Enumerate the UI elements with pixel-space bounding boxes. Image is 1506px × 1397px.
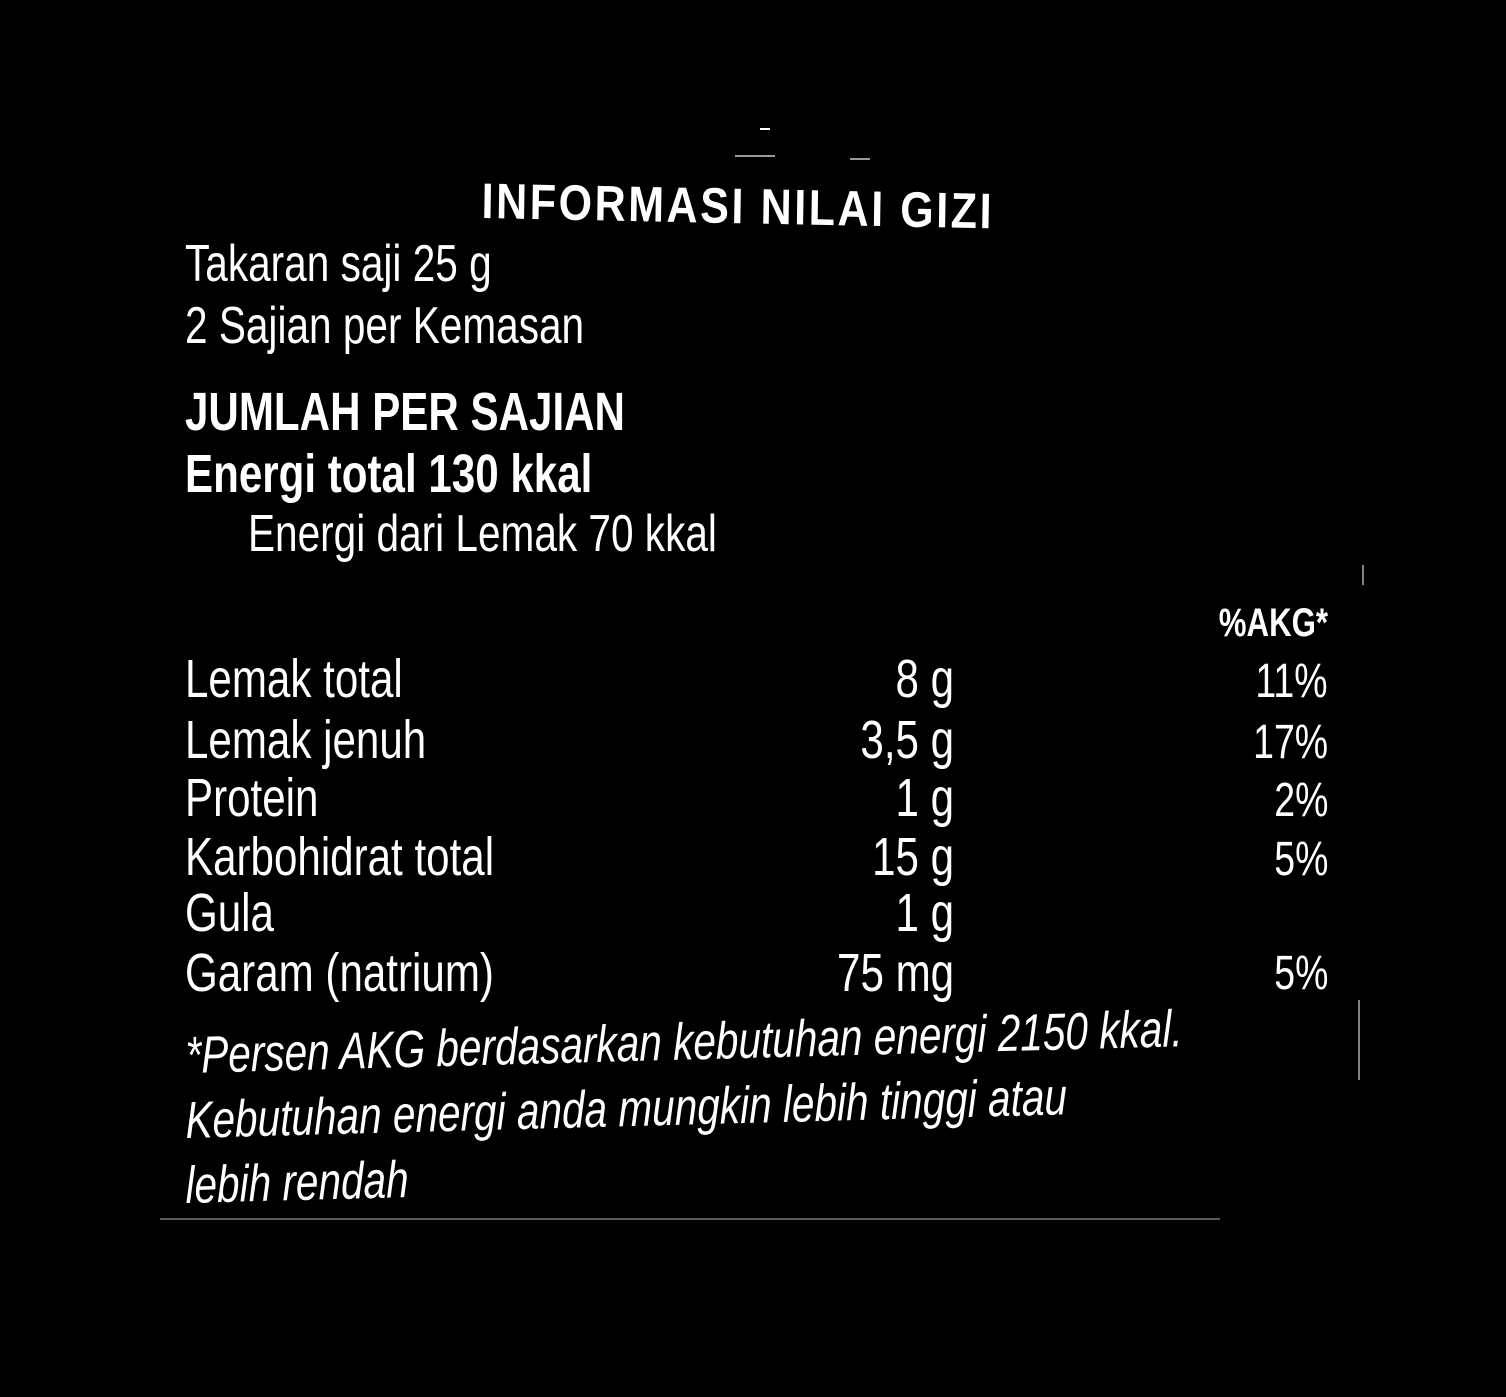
nutrient-name: Gula [185, 883, 274, 943]
footnote-line: lebih rendah [184, 1151, 410, 1215]
print-speck [850, 158, 870, 160]
energy-total: Energi total 130 kkal [185, 444, 593, 504]
print-border-remnant [160, 1218, 1220, 1220]
nutrient-amount: 1 g [895, 883, 954, 943]
nutrient-name: Lemak jenuh [185, 710, 427, 770]
amount-per-serving-header: JUMLAH PER SAJIAN [185, 382, 625, 442]
nutrient-amount: 3,5 g [860, 710, 954, 770]
nutrient-name: Lemak total [185, 649, 403, 709]
energy-from-fat: Energi dari Lemak 70 kkal [248, 505, 717, 563]
label-title: INFORMASI NILAI GIZI [481, 173, 995, 240]
nutrient-name: Karbohidrat total [185, 827, 495, 887]
nutrient-akg: 17% [1253, 716, 1328, 769]
nutrient-amount: 1 g [895, 768, 954, 828]
print-speck [735, 155, 775, 157]
nutrient-amount: 75 mg [836, 943, 954, 1003]
nutrient-name: Protein [185, 768, 319, 828]
nutrient-akg: 11% [1255, 655, 1328, 708]
footnote-line: *Persen AKG berdasarkan kebutuhan energi 2150 kkal. [184, 1000, 1184, 1085]
nutrient-akg: 5% [1273, 833, 1328, 886]
akg-column-header: %AKG* [1218, 601, 1328, 645]
footnote-line: Kebutuhan energi anda mungkin lebih tinggi atau [184, 1068, 1068, 1150]
print-border-remnant [1358, 1000, 1360, 1080]
nutrient-amount: 8 g [895, 649, 954, 709]
serving-size: Takaran saji 25 g [185, 235, 492, 293]
nutrient-akg: 2% [1273, 774, 1328, 827]
nutrient-akg: 5% [1273, 947, 1328, 1000]
print-speck [760, 128, 770, 130]
print-speck [1362, 565, 1364, 585]
nutrient-name: Garam (natrium) [185, 943, 494, 1003]
nutrient-amount: 15 g [872, 827, 954, 887]
servings-per-container: 2 Sajian per Kemasan [185, 297, 585, 355]
